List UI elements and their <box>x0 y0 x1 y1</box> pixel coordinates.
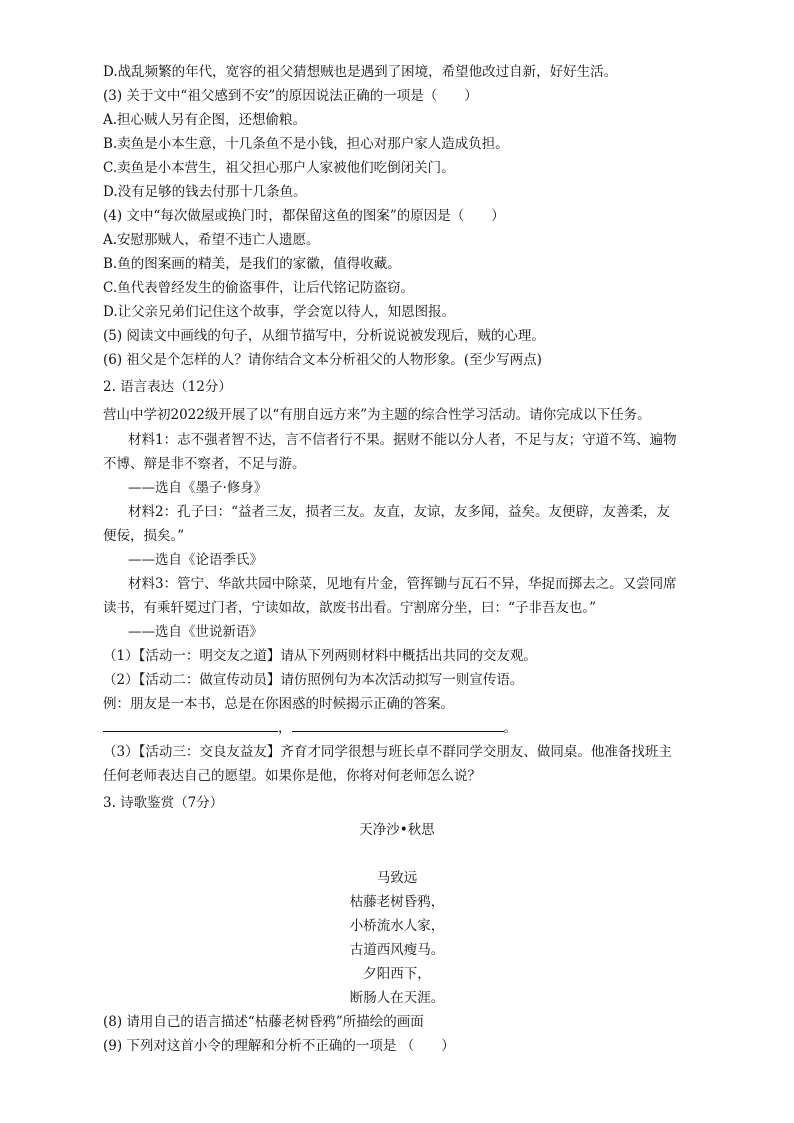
q1-sub4-option-d: D.让父亲兄弟们记住这个故事，学会宽以待人，知恩图报。 <box>103 304 456 320</box>
answer-blank-1[interactable] <box>103 719 278 732</box>
q3-heading: 3. 诗歌鉴赏（7分） <box>103 795 224 811</box>
material-2-line-2: 便佞，损矣。” <box>103 528 185 544</box>
activity-1: （1）【活动一：明交友之道】请从下列两则材料中概括出共同的交友观。 <box>103 648 537 664</box>
q1-sub4-option-b: B.鱼的图案画的精美，是我们的家徽，值得收藏。 <box>103 256 401 272</box>
activity-2: （2）【活动二：做宣传动员】请仿照例句为本次活动拟写一则宣传语。 <box>103 672 524 688</box>
q1-sub3-option-c: C.卖鱼是小本营生，祖父担心那户人家被他们吃倒闭关门。 <box>103 160 455 176</box>
poem-line-4: 夕阳西下， <box>363 966 431 982</box>
q1-sub4-stem: (4) 文中“每次做屋或换门时，都保留这鱼的图案”的原因是（ ） <box>103 208 505 224</box>
q1-sub4-option-a: A.安慰那贼人，希望不违亡人遗愿。 <box>103 232 320 248</box>
answer-blank-2[interactable] <box>292 719 504 732</box>
q1-sub5: (5) 阅读文中画线的句子，从细节描写中，分析说说被发现后，贼的心理。 <box>103 328 545 344</box>
q2-heading: 2. 语言表达（12分） <box>103 379 232 395</box>
material-1-source: ——选自《墨子·修身》 <box>128 480 268 496</box>
material-1-line-1: 材料1：志不强者智不达，言不信者行不果。据财不能以分人者，不足与友；守道不笃、遍物 <box>128 432 677 448</box>
answer-blank-line <box>103 719 517 737</box>
poem-line-2: 小桥流水人家， <box>349 918 445 934</box>
material-3-line-1: 材料3：管宁、华歆共园中除菜，见地有片金，管挥锄与瓦石不异，华捉而掷去之。又尝同席 <box>128 576 677 592</box>
q1-sub6: (6) 祖父是个怎样的人？请你结合文本分析祖父的人物形象。(至少写两点) <box>103 352 542 368</box>
poem-author: 马致远 <box>376 870 418 886</box>
activity-3-line-2: 任何老师表达自己的愿望。如果你是他，你将对何老师怎么说？ <box>103 768 481 784</box>
poem-line-5: 断肠人在天涯。 <box>349 990 445 1006</box>
q1-sub4-option-c: C.鱼代表曾经发生的偷盗事件，让后代铭记防盗窃。 <box>103 280 415 296</box>
material-2-source: ——选自《论语季氏》 <box>128 552 263 568</box>
material-3-line-2: 读书，有乘轩冕过门者，宁读如故，歆废书出看。宁割席分坐，曰：“子非吾友也。” <box>103 600 597 616</box>
poem-line-3: 古道西风瘦马。 <box>349 942 445 958</box>
poem-line-1: 枯藤老树昏鸦， <box>349 894 445 910</box>
q2-intro: 营山中学初2022级开展了以“有朋自远方来”为主题的综合性学习活动。请你完成以下任务。 <box>103 407 651 423</box>
q3-sub9: (9) 下列对这首小令的理解和分析不正确的一项是 （ ） <box>103 1038 455 1054</box>
q1-sub3-option-d: D.没有足够的钱去付那十几条鱼。 <box>103 184 307 200</box>
q1-sub3-option-a: A.担心贼人另有企图，还想偷粮。 <box>103 112 307 128</box>
material-2-line-1: 材料2：孔子曰：“益者三友，损者三友。友直，友谅，友多闻，益矣。友便辟，友善柔，友 <box>128 504 670 520</box>
example-sentence: 例：朋友是一本书，总是在你困惑的时候揭示正确的答案。 <box>103 696 454 712</box>
material-3-source: ——选自《世说新语》 <box>128 624 263 640</box>
activity-3-line-1: （3）【活动三：交良友益友】齐育才同学很想与班长卓不群同学交朋友、做同桌。他准备找班主 <box>103 744 672 760</box>
q3-sub8: (8) 请用自己的语言描述“枯藤老树昏鸦”所描绘的画面 <box>103 1014 424 1030</box>
material-1-line-2: 不博、辩是非不察者，不足与游。 <box>103 456 306 472</box>
q1-sub3-stem: (3) 关于文中“祖父感到不安”的原因说法正确的一项是（ ） <box>103 88 478 104</box>
q1-sub3-option-b: B.卖鱼是小本生意，十几条鱼不是小钱，担心对那户家人造成负担。 <box>103 136 509 152</box>
blank-comma: ， <box>278 720 292 736</box>
blank-period: 。 <box>503 720 517 736</box>
q1-option-d-prev: D.战乱频繁的年代，宽容的祖父猜想贼也是遇到了困境，希望他改过自新，好好生活。 <box>103 64 618 80</box>
poem-title: 天净沙•秋思 <box>359 822 435 838</box>
